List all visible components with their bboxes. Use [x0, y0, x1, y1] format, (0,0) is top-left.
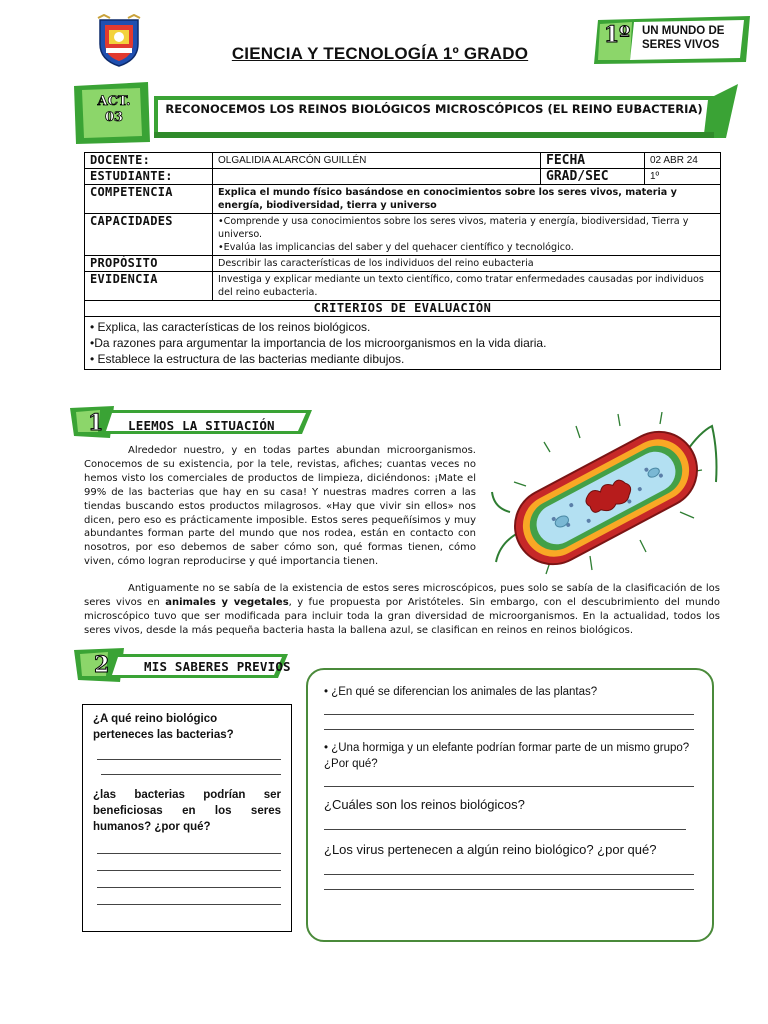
capacidad-2: •Evalúa las implicancias del saber y del quehacer científico y tecnológico. [218, 242, 574, 253]
capacidad-1: •Comprende y usa conocimientos sobre los seres vivos, materia y energía, biodiversidad, Tierra y universo. [218, 216, 689, 240]
right-question-3: ¿Cuáles son los reinos biológicos? [324, 797, 525, 812]
proposito-label: PROPÓSITO [85, 256, 213, 272]
answer-line[interactable] [324, 874, 694, 875]
gradsec-value[interactable]: 1º [645, 169, 721, 185]
right-question-4: ¿Los virus pertenecen a algún reino biológico? ¿por qué? [324, 842, 657, 857]
answer-line[interactable] [97, 853, 281, 854]
estudiante-label: ESTUDIANTE: [85, 169, 213, 185]
activity-title: RECONOCEMOS LOS REINOS BIOLÓGICOS MICROSCÓPICOS (EL REINO EUBACTERIA) [165, 102, 703, 116]
section-1-label: LEEMOS LA SITUACIÓN [128, 418, 275, 433]
reading-paragraph-2: Antiguamente no se sabía de la existencia de estos seres microscópicos, pues solo se sabía de la clasificación de los seres vivos en animales y vegetales, y fue propuesta por Aristóteles. Sin embargo, con el descubrimiento del mundo microscópico tuvo que ser modificada para incluir toda la gran diversidad de microorganismos. En la actualidad, todos los seres vivos, desde la más pequeña bacteria hasta la ballena azul, se clasifican en reinos en reinos biológicos. [84, 583, 721, 636]
capacidades-value [213, 214, 721, 256]
table-row [85, 301, 721, 317]
left-question-2: ¿las bacterias podrían ser beneficiosas en los seres humanos? ¿por qué? [93, 789, 281, 833]
section-1-number: 1 [88, 410, 104, 436]
answer-line[interactable] [101, 774, 281, 775]
table-row [85, 317, 721, 370]
right-question-2: • ¿Una hormiga y un elefante podrían formar parte de un mismo grupo? ¿Por qué? [324, 742, 690, 770]
proposito-value: Describir las características de los individuos del reino eubacteria [213, 256, 721, 272]
right-question-box [306, 668, 714, 942]
unit-title: UN MUNDO DE SERES VIVOS [642, 25, 725, 51]
fecha-value[interactable]: 02 ABR 24 [645, 153, 721, 169]
table-row [85, 214, 721, 256]
answer-line[interactable] [324, 729, 694, 730]
docente-value[interactable]: OLGALIDIA ALARCÓN GUILLÉN [213, 153, 541, 169]
activity-label-line2: 03 [104, 110, 124, 125]
gradsec-label: GRAD/SEC [541, 169, 645, 185]
answer-line[interactable] [324, 714, 694, 715]
criterios-list [85, 317, 721, 370]
answer-line[interactable] [97, 870, 281, 871]
competencia-label: COMPETENCIA [85, 185, 213, 214]
evidencia-value: Investiga y explicar mediante un texto científico, como tratar enfermedades causadas por individuos del reino eubacteria. [213, 272, 721, 301]
table-row [85, 169, 721, 185]
criterio-item: •Da razones para argumentar la importancia de los microorganismos en la vida diaria. [90, 336, 547, 350]
table-row [85, 185, 721, 214]
table-row [85, 272, 721, 301]
criterio-item: • Establece la estructura de las bacterias mediante dibujos. [90, 352, 405, 366]
unit-number: 1º [603, 22, 631, 48]
answer-line[interactable] [97, 887, 281, 888]
info-table [84, 152, 721, 370]
school-crest-icon [96, 14, 142, 68]
right-question-1: • ¿En qué se diferencian los animales de las plantas? [324, 686, 598, 698]
capacidades-label: CAPACIDADES [85, 214, 213, 256]
activity-label [84, 94, 144, 126]
table-row [85, 153, 721, 169]
bacteria-illustration-icon [490, 412, 722, 576]
answer-line[interactable] [97, 759, 281, 760]
left-question-1: ¿A qué reino biológico perteneces las bacterias? [93, 713, 234, 741]
evidencia-label: EVIDENCIA [85, 272, 213, 301]
table-row [85, 256, 721, 272]
estudiante-value[interactable] [213, 169, 541, 185]
page-title: CIENCIA Y TECNOLOGÍA 1º GRADO [231, 44, 529, 63]
section-2-number: 2 [94, 652, 110, 678]
competencia-value: Explica el mundo físico basándose en conocimientos sobre los seres vivos, materia y energía, biodiversidad, tierra y universo [213, 185, 721, 214]
answer-line[interactable] [324, 786, 694, 787]
criterios-header: CRITERIOS DE EVALUACIÓN [85, 301, 721, 317]
left-question-box [82, 704, 292, 932]
fecha-label: FECHA [541, 153, 645, 169]
answer-line[interactable] [97, 904, 281, 905]
answer-line[interactable] [324, 829, 686, 830]
reading-paragraph-1: Alrededor nuestro, y en todas partes abundan microorganismos. Conocemos de su existencia, por la tele, revistas, afiches; cuantas veces no hemos visto los comerciales de productos de limpieza, diciéndonos: ¡Mate el 99% de las bacterias que hay en su casa! Y nuestras madres corren a las tiendas buscando estos productos milagrosos. «Hay que vivir sin ellos» nos dicen, pero eso es prácticamente imposible. Estos seres pequeñísimos y muy abundantes forman parte del mundo que nos rodea, están en contacto con nosotros, por eso debemos de saber cómo son, qué formas tienen, cómo viven, cómo logran reproducirse y qué importancia tienen. [84, 445, 476, 568]
docente-label: DOCENTE: [85, 153, 213, 169]
answer-line[interactable] [324, 889, 694, 890]
section-2-label: MIS SABERES PREVIOS [144, 659, 291, 674]
activity-label-line1: ACT. [97, 94, 131, 109]
bold-phrase: animales y vegetales [165, 596, 289, 608]
criterio-item: • Explica, las características de los reinos biológicos. [90, 320, 371, 334]
